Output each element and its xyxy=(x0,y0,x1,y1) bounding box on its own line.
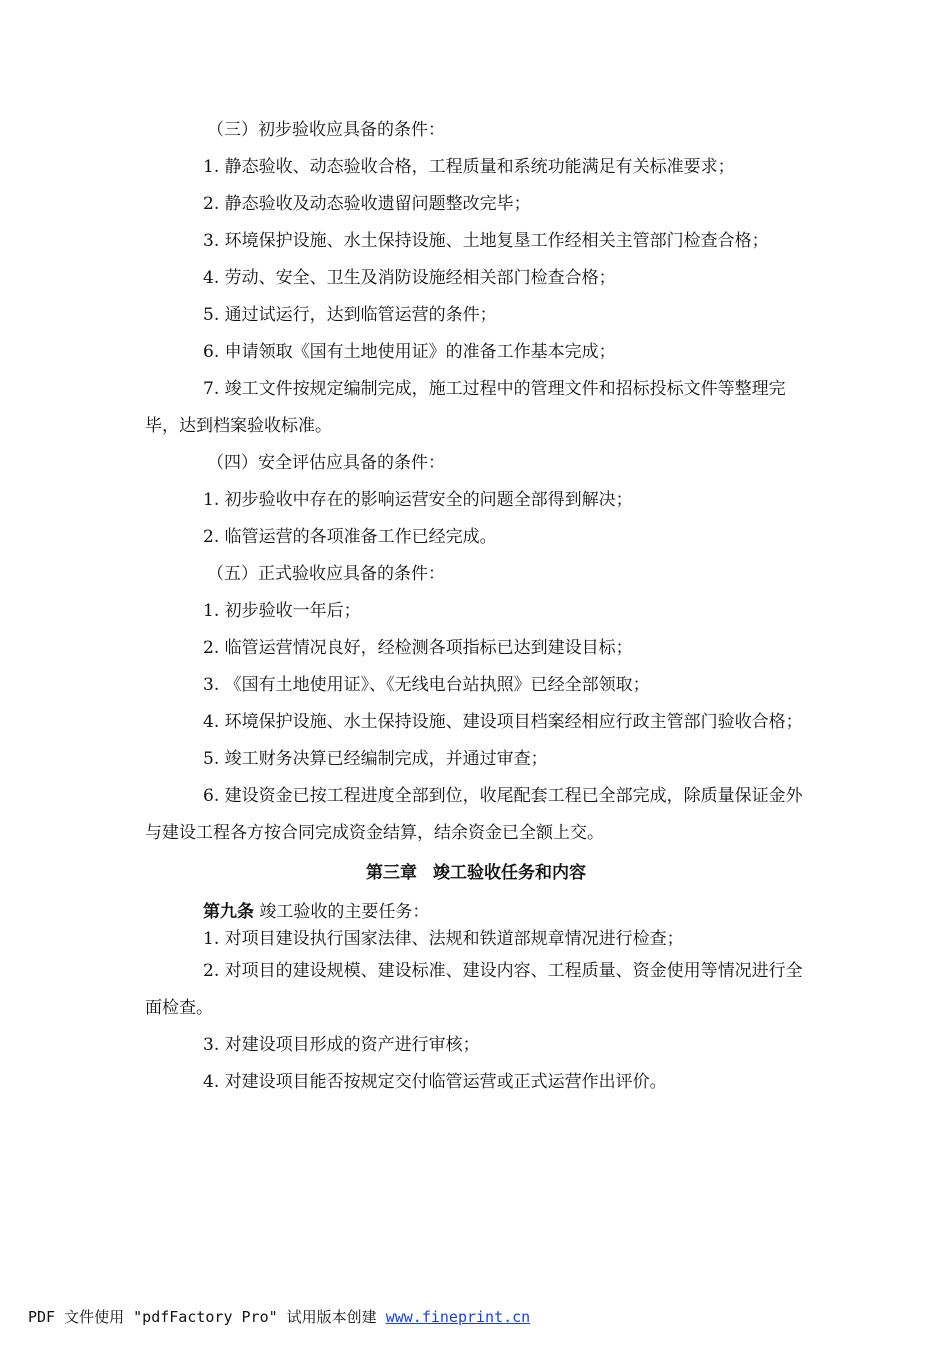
list-item: 2. 静态验收及动态验收遗留问题整改完毕； xyxy=(203,194,531,214)
list-item: 1. 初步验收中存在的影响运营安全的问题全部得到解决； xyxy=(203,490,633,510)
list-item: 1. 初步验收一年后； xyxy=(203,601,361,621)
article-label: 第九条 xyxy=(203,902,254,922)
list-item: 4. 环境保护设施、水土保持设施、建设项目档案经相应行政主管部门验收合格； xyxy=(203,712,803,732)
list-item: 4. 劳动、安全、卫生及消防设施经相关部门检查合格； xyxy=(203,268,616,288)
list-item: 5. 通过试运行，达到临管运营的条件； xyxy=(203,305,497,325)
list-item: 3. 对建设项目形成的资产进行审核； xyxy=(203,1035,480,1055)
list-item: 7. 竣工文件按规定编制完成，施工过程中的管理文件和招标投标文件等整理完毕，达到档案验收标准。 xyxy=(145,379,786,436)
list-item: 3. 《国有土地使用证》、《无线电台站执照》已经全部领取； xyxy=(203,675,650,695)
list-item: 2. 临管运营情况良好，经检测各项指标已达到建设目标； xyxy=(203,638,633,658)
list-item: 1. 对项目建设执行国家法律、法规和铁道部规章情况进行检查； xyxy=(203,929,684,949)
article-9-heading xyxy=(145,899,807,925)
list-item: 6. 申请领取《国有土地使用证》的准备工作基本完成； xyxy=(203,342,616,362)
section-heading-5: （五）正式验收应具备的条件： xyxy=(207,564,445,584)
list-item: 5. 竣工财务决算已经编制完成，并通过审查； xyxy=(203,749,548,769)
document-body xyxy=(145,112,807,1101)
list-item: 2. 对项目的建设规模、建设标准、建设内容、工程质量、资金使用等情况进行全面检查。 xyxy=(145,961,803,1018)
list-item: 6. 建设资金已按工程进度全部到位，收尾配套工程已全部完成，除质量保证金外与建设工程各方按合同完成资金结算，结余资金已全额上交。 xyxy=(145,786,803,843)
list-item: 2. 临管运营的各项准备工作已经完成。 xyxy=(203,527,497,547)
pdf-footer xyxy=(28,1306,530,1327)
section-heading-3: （三）初步验收应具备的条件： xyxy=(207,120,445,140)
list-item: 4. 对建设项目能否按规定交付临管运营或正式运营作出评价。 xyxy=(203,1072,667,1092)
chapter-name: 竣工验收任务和内容 xyxy=(433,863,586,883)
footer-text: PDF 文件使用 "pdfFactory Pro" 试用版本创建 xyxy=(28,1308,377,1326)
section-heading-4: （四）安全评估应具备的条件： xyxy=(207,453,445,473)
list-item: 3. 环境保护设施、水土保持设施、土地复垦工作经相关主管部门检查合格； xyxy=(203,231,769,251)
chapter-number: 第三章 xyxy=(366,863,417,883)
footer-link[interactable]: www.fineprint.cn xyxy=(385,1308,531,1326)
chapter-title xyxy=(145,855,807,892)
list-item: 1. 静态验收、动态验收合格，工程质量和系统功能满足有关标准要求； xyxy=(203,157,735,177)
article-text: 竣工验收的主要任务： xyxy=(259,902,430,922)
